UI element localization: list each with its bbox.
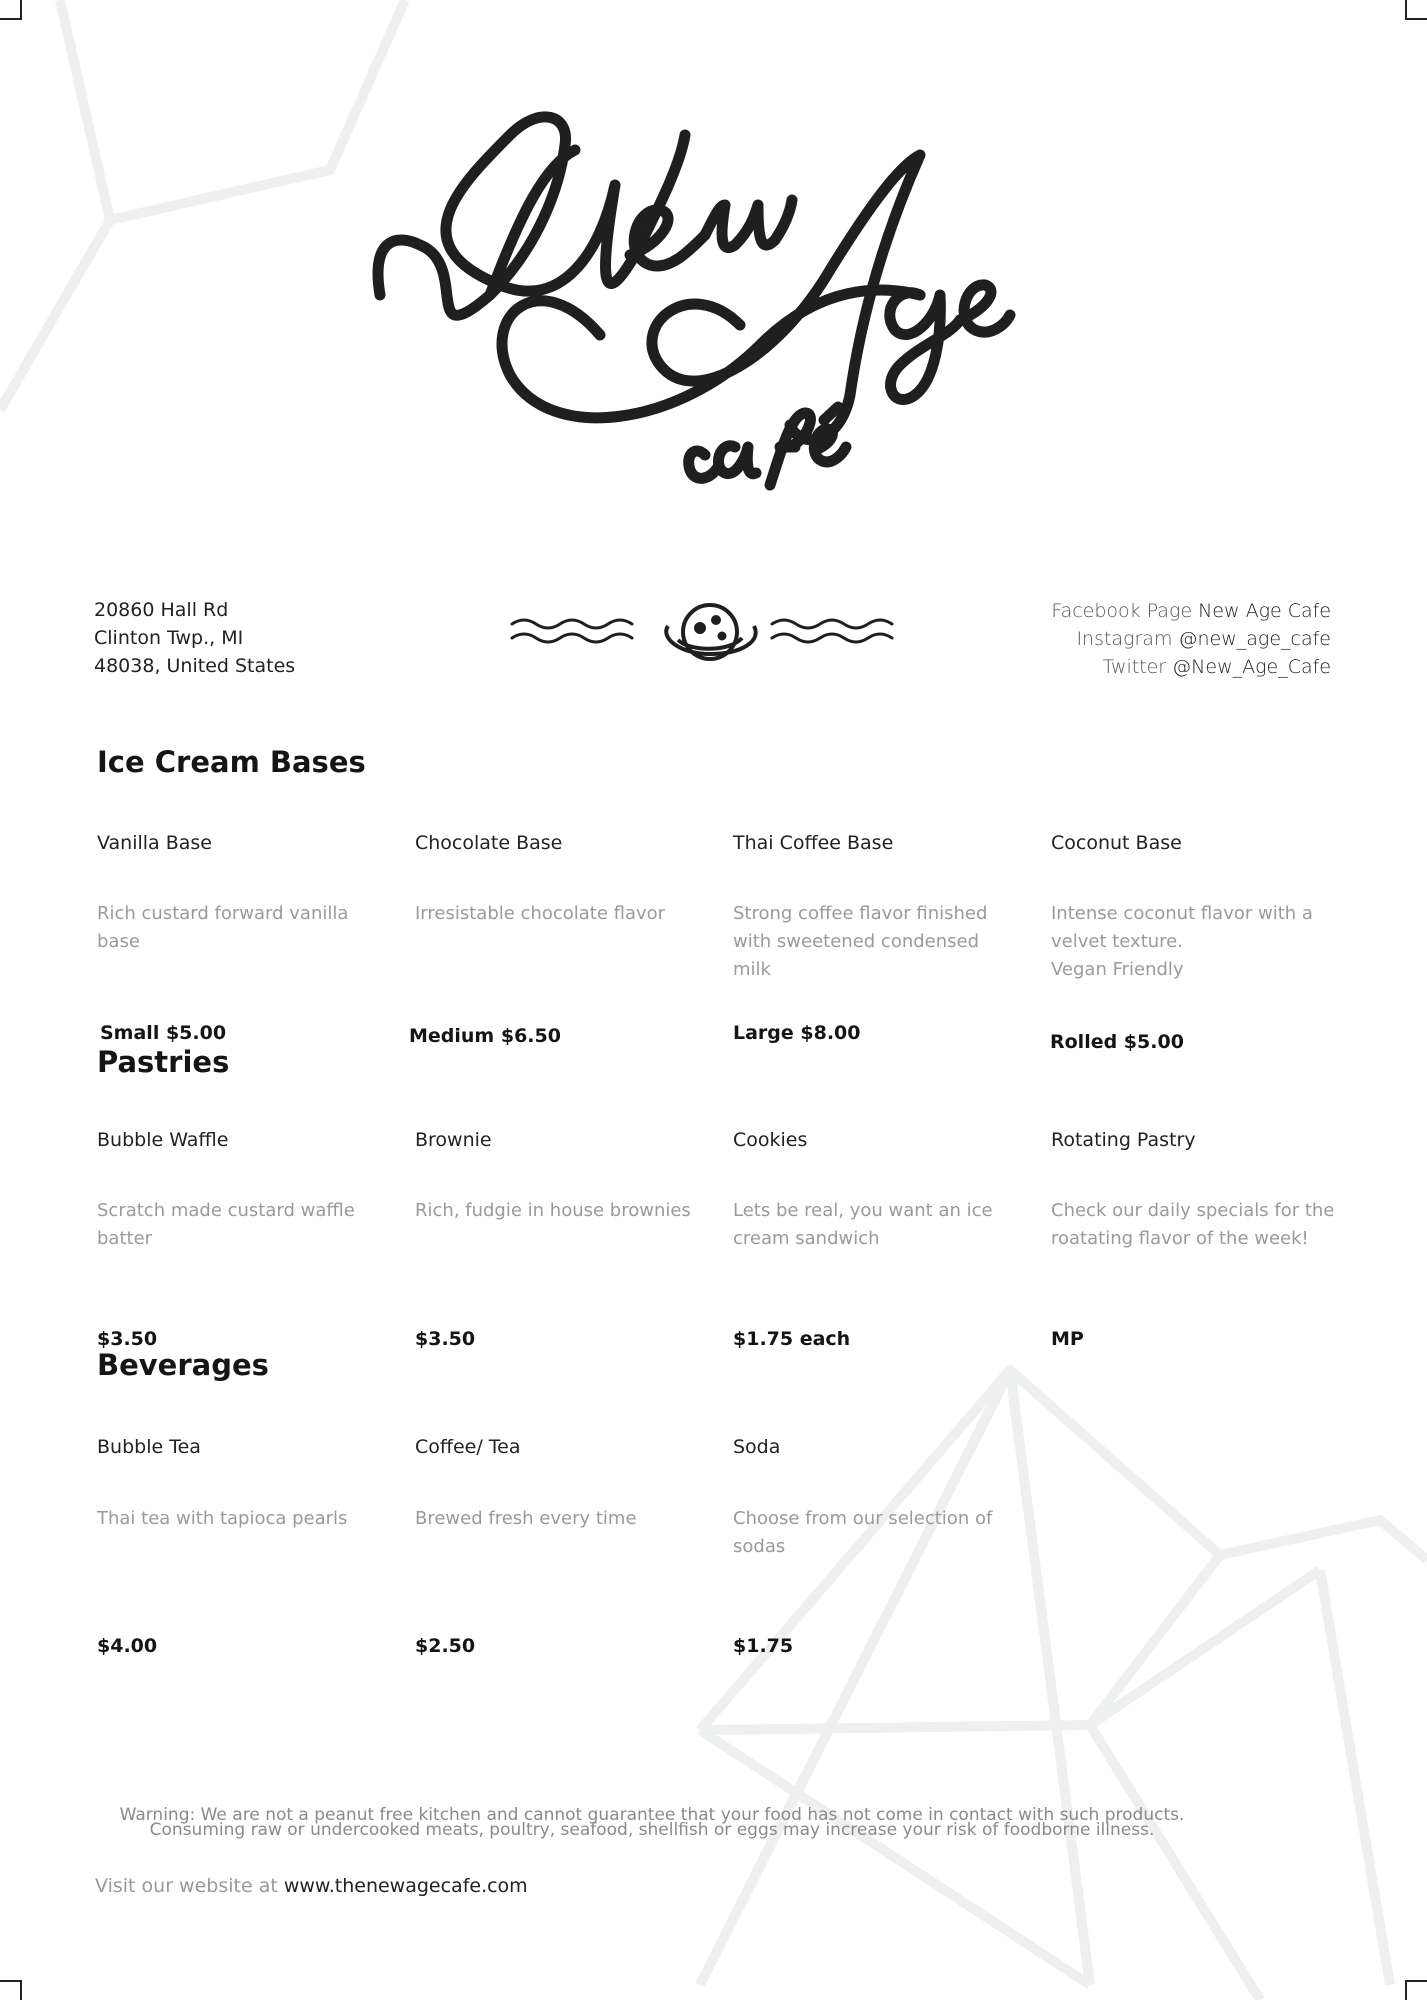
menu-item-name: Soda (733, 1436, 781, 1458)
menu-item-price: $3.50 (97, 1328, 158, 1350)
menu-item-price: MP (1051, 1328, 1084, 1350)
menu-item-name: Bubble Tea (97, 1436, 201, 1458)
twitter-value[interactable]: @New_Age_Cafe (1172, 656, 1331, 678)
section-title-pastries: Pastries (97, 1045, 230, 1079)
facebook-label: Facebook Page (1051, 600, 1193, 622)
address-line-2: Clinton Twp., MI (94, 627, 244, 649)
warning-line-1: Warning: We are not a peanut free kitchen and cannot guarantee that your food has not come in contact with such products. (119, 1805, 1185, 1825)
menu-item-desc-note: Vegan Friendly (1051, 959, 1184, 980)
menu-item-name: Bubble Waffle (97, 1129, 229, 1151)
address-line-3: 48038, United States (94, 655, 296, 677)
address-line-1: 20860 Hall Rd (94, 599, 229, 621)
social-twitter (1051, 653, 1331, 681)
social-block (1051, 597, 1331, 681)
crop-mark-bottom-right (1405, 1980, 1427, 2000)
menu-item-desc: Rich, fudgie in house brownies (415, 1200, 691, 1221)
menu-item-name: Coconut Base (1051, 832, 1182, 854)
menu-item-name: Chocolate Base (415, 832, 563, 854)
crop-mark-top-right (1405, 0, 1427, 20)
menu-item-price: $2.50 (415, 1635, 476, 1657)
menu-item-desc: Thai tea with tapioca pearls (97, 1508, 348, 1529)
menu-item-price: $3.50 (415, 1328, 476, 1350)
menu-item-name: Coffee/ Tea (415, 1436, 521, 1458)
menu-item-desc: Scratch made custard waffle batter (97, 1200, 355, 1249)
social-facebook (1051, 597, 1331, 625)
allergy-warning (92, 1805, 1212, 1840)
section-title-beverages: Beverages (97, 1348, 269, 1382)
menu-item-name: Cookies (733, 1129, 808, 1151)
menu-item-price: Large $8.00 (733, 1022, 861, 1044)
menu-item-price: $1.75 each (733, 1328, 851, 1350)
warning-line-2: Consuming raw or undercooked meats, poultry, seafood, shellfish or eggs may increase your risk of foodborne illness. (149, 1820, 1155, 1840)
social-instagram (1051, 625, 1331, 653)
website-link[interactable]: www.thenewagecafe.com (283, 1875, 528, 1897)
planet-icon (666, 605, 755, 659)
menu-item-price: $4.00 (97, 1635, 158, 1657)
emblem-divider (510, 594, 910, 674)
crop-mark-bottom-left (0, 1980, 22, 2000)
menu-item-desc: Brewed fresh every time (415, 1508, 637, 1529)
instagram-label: Instagram (1076, 628, 1173, 650)
website-line (95, 1875, 528, 1897)
menu-item-name: Vanilla Base (97, 832, 212, 854)
facebook-value[interactable]: New Age Cafe (1198, 600, 1331, 622)
menu-item-desc: Choose from our selection of sodas (733, 1508, 993, 1557)
new-age-cafe-logo (360, 95, 1060, 505)
twitter-label: Twitter (1102, 656, 1167, 678)
section-title-ice-cream: Ice Cream Bases (97, 745, 366, 779)
menu-item-desc: Irresistable chocolate flavor (415, 903, 666, 924)
menu-item-desc-line: Intense coconut flavor with a velvet texture. (1051, 903, 1313, 952)
menu-item-name: Rotating Pastry (1051, 1129, 1196, 1151)
crop-mark-top-left (0, 0, 22, 20)
menu-item-desc: Lets be real, you want an ice cream sandwich (733, 1200, 993, 1249)
menu-item-desc: Strong coffee flavor finished with sweetened condensed milk (733, 903, 988, 980)
menu-item-name: Thai Coffee Base (733, 832, 894, 854)
menu-item-price: Medium $6.50 (409, 1025, 561, 1047)
menu-item-desc (1051, 900, 1321, 984)
address-block (94, 596, 295, 680)
instagram-value[interactable]: @new_age_cafe (1178, 628, 1331, 650)
menu-item-price: Rolled $5.00 (1050, 1031, 1184, 1053)
menu-item-desc: Rich custard forward vanilla base (97, 903, 349, 952)
menu-item-price: Small $5.00 (100, 1022, 227, 1044)
menu-item-desc: Check our daily specials for the roatating flavor of the week! (1051, 1200, 1335, 1249)
menu-item-price: $1.75 (733, 1635, 794, 1657)
website-label: Visit our website at (95, 1875, 278, 1897)
menu-item-name: Brownie (415, 1129, 492, 1151)
